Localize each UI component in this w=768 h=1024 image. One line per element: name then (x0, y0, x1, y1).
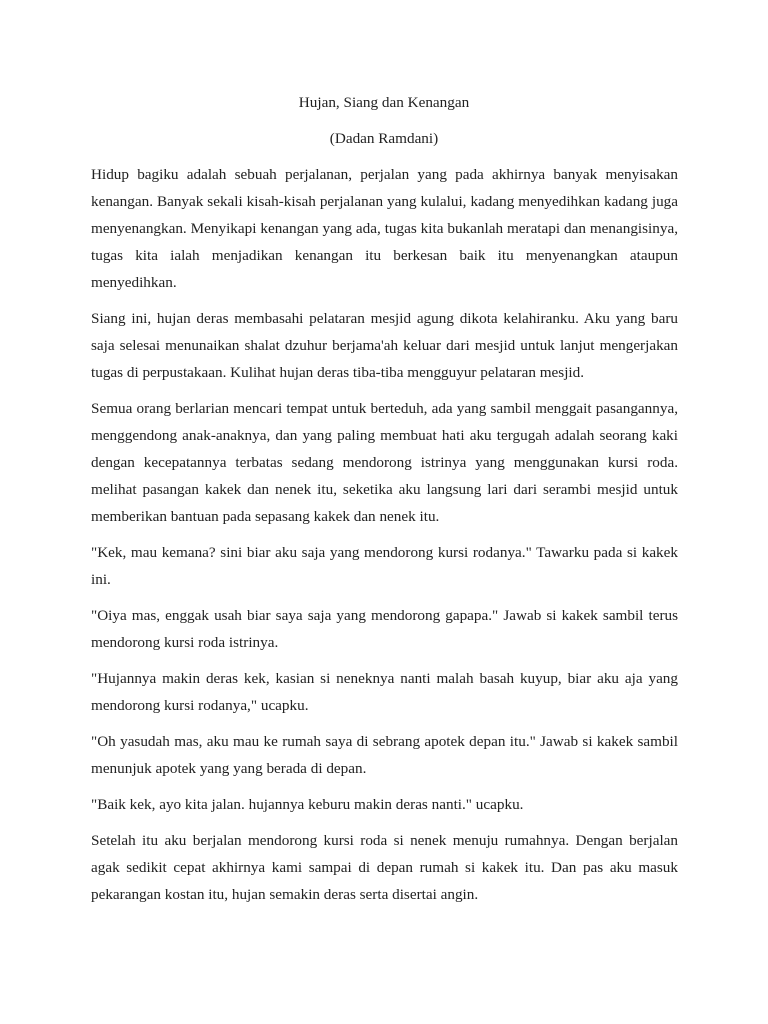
paragraph-6: "Hujannya makin deras kek, kasian si neneknya nanti malah basah kuyup, biar aku aja yang mendorong kursi rodanya," ucapku. (91, 670, 678, 714)
paragraph-7: "Oh yasudah mas, aku mau ke rumah saya di sebrang apotek depan itu." Jawab si kakek sambil menunjuk apotek yang yang berada di depan. (91, 733, 678, 777)
paragraph-9: Setelah itu aku berjalan mendorong kursi roda si nenek menuju rumahnya. Dengan berjalan agak sedikit cepat akhirnya kami sampai di depan rumah si kakek itu. Dan pas aku masuk pekarangan kostan itu, hujan semakin deras serta disertai angin. (91, 832, 678, 903)
paragraph-3: Semua orang berlarian mencari tempat untuk berteduh, ada yang sambil menggait pasangannya, menggendong anak-anaknya, dan yang paling membuat hati aku tergugah adalah seorang kaki dengan kecepatannya terbatas sedang mendorong istrinya yang menggunakan kursi roda. melihat pasangan kakek dan nenek itu, seketika aku langsung lari dari serambi mesjid untuk memberikan bantuan pada sepasang kakek dan nenek itu. (91, 400, 678, 525)
paragraph-4: "Kek, mau kemana? sini biar aku saja yang mendorong kursi rodanya." Tawarku pada si kakek ini. (91, 544, 678, 588)
paragraph-8: "Baik kek, ayo kita jalan. hujannya keburu makin deras nanti." ucapku. (91, 796, 524, 813)
paragraph-2: Siang ini, hujan deras membasahi pelataran mesjid agung dikota kelahiranku. Aku yang baru saja selesai menunaikan shalat dzuhur berjama'ah keluar dari mesjid untuk lanjut mengerjakan tugas di perpustakaan. Kulihat hujan deras tiba-tiba mengguyur pelataran mesjid. (91, 310, 678, 381)
document-title: Hujan, Siang dan Kenangan (298, 94, 470, 111)
document-author: (Dadan Ramdani) (329, 130, 439, 147)
paragraph-1: Hidup bagiku adalah sebuah perjalanan, perjalan yang pada akhirnya banyak menyisakan kenangan. Banyak sekali kisah-kisah perjalanan yang kulalui, kadang menyedihkan kadang juga menyenangkan. Menyikapi kenangan yang ada, tugas kita bukanlah meratapi dan menangisinya, tugas kita ialah menjadikan kenangan itu berkesan baik itu menyenangkan ataupun menyedihkan. (91, 166, 678, 291)
paragraph-5: "Oiya mas, enggak usah biar saya saja yang mendorong gapapa." Jawab si kakek sambil terus mendorong kursi roda istrinya. (91, 607, 678, 651)
document-body (91, 161, 678, 917)
